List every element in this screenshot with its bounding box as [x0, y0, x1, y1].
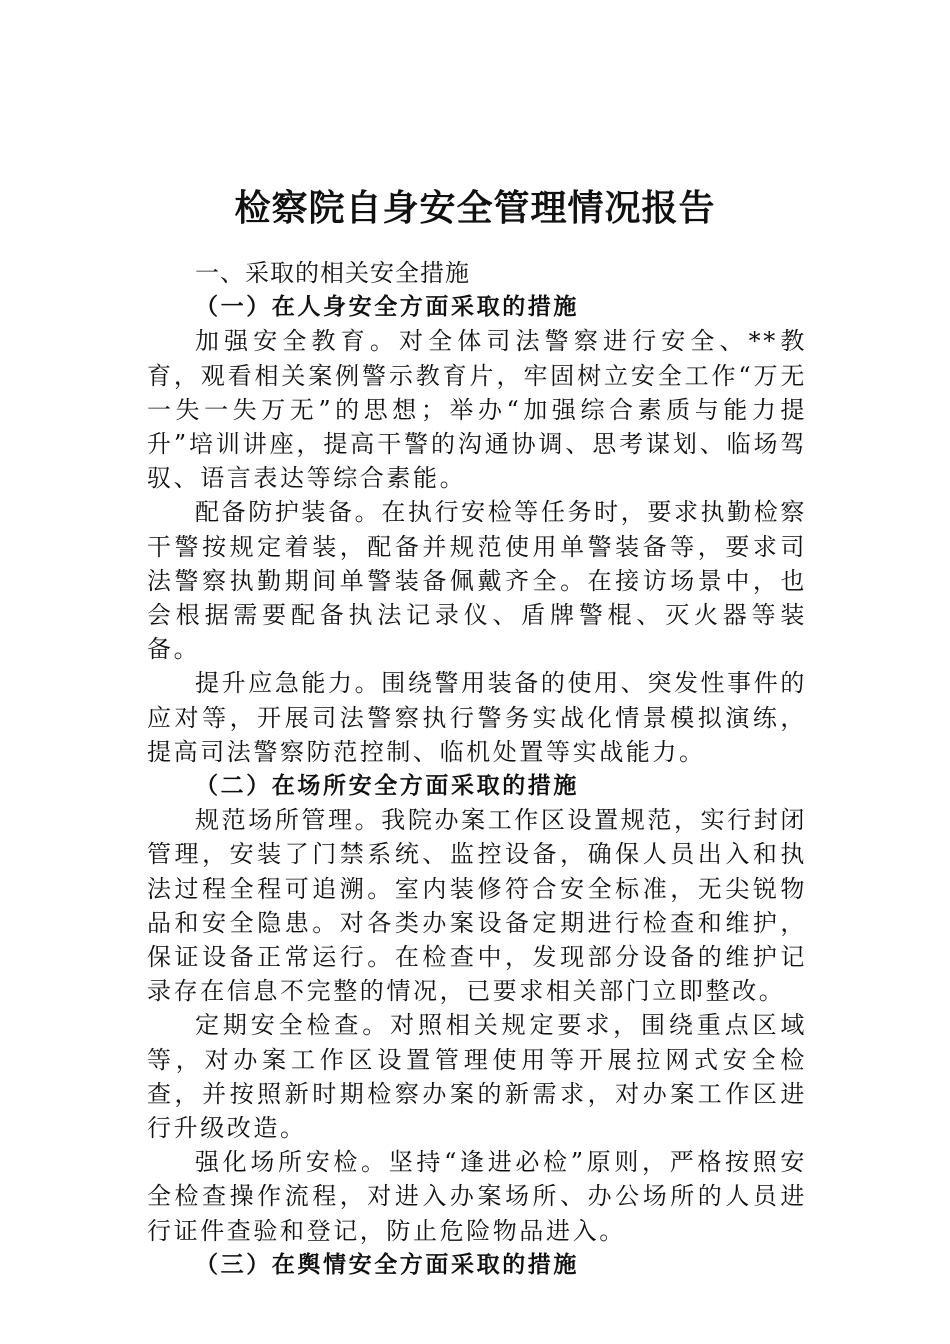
document-body — [147, 256, 807, 1282]
paragraph-safety-education: 加强安全教育。对全体司法警察进行安全、**教育，观看相关案例警示教育片，牢固树立安全工作“万无一失一失万无”的思想；举办“加强综合素质与能力提升”培训讲座，提高干警的沟通协调、思考谋划、临场驾驭、语言表达等综合素能。 — [147, 327, 807, 493]
document-title: 检察院自身安全管理情况报告 — [234, 187, 716, 230]
paragraph-venue-management: 规范场所管理。我院办案工作区设置规范，实行封闭管理，安装了门禁系统、监控设备，确保人员出入和执法过程全程可追溯。室内装修符合安全标准，无尖锐物品和安全隐患。对各类办案设备定期进行检查和维护，保证设备正常运行。在检查中，发现部分设备的维护记录存在信息不完整的情况，已要求相关部门立即整改。 — [147, 806, 807, 1006]
subsection-heading-public-opinion-safety: （三）在舆情安全方面采取的措施 — [195, 1250, 579, 1278]
subsection-heading-venue-safety: （二）在场所安全方面采取的措施 — [195, 772, 579, 800]
subsection-heading-personal-safety: （一）在人身安全方面采取的措施 — [195, 293, 579, 321]
paragraph-emergency-capability: 提升应急能力。围绕警用装备的使用、突发性事件的应对等，开展司法警察执行警务实战化情景模拟演练，提高司法警察防范控制、临机处置等实战能力。 — [147, 669, 807, 766]
paragraph-regular-inspection: 定期安全检查。对照相关规定要求，围绕重点区域等，对办案工作区设置管理使用等开展拉网式安全检查，并按照新时期检察办案的新需求，对办案工作区进行升级改造。 — [147, 1011, 807, 1143]
paragraph-security-check: 强化场所安检。坚持“逢进必检”原则，严格按照安全检查操作流程，对进入办案场所、办公场所的人员进行证件查验和登记，防止危险物品进入。 — [147, 1148, 807, 1245]
paragraph-protective-equipment: 配备防护装备。在执行安检等任务时，要求执勤检察干警按规定着装，配备并规范使用单警装备等，要求司法警察执勤期间单警装备佩戴齐全。在接访场景中，也会根据需要配备执法记录仪、盾牌警棍、灭火器等装备。 — [147, 498, 807, 664]
section-heading-1: 一、采取的相关安全措施 — [195, 259, 470, 287]
